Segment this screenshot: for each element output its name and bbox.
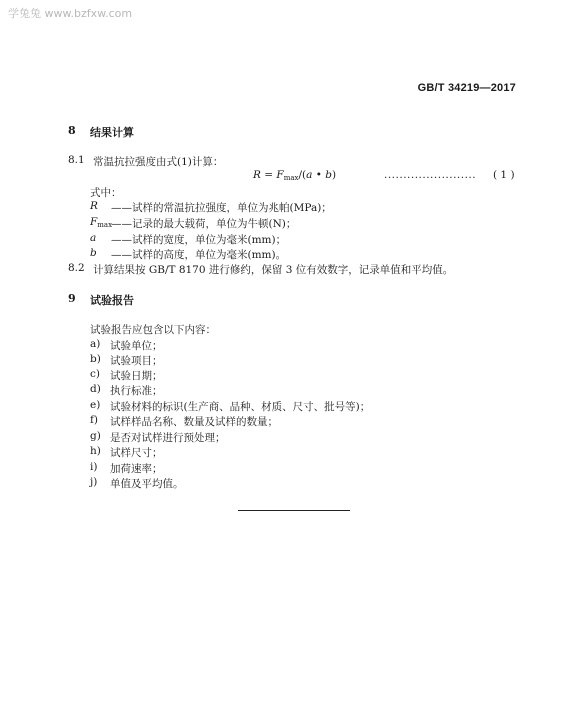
section-9-title: 试验报告 bbox=[90, 294, 134, 307]
definition-fmax bbox=[90, 216, 112, 229]
definition-symbol: b bbox=[90, 247, 97, 259]
list-item: 试验项目； bbox=[110, 355, 163, 367]
list-item: 试验日期； bbox=[110, 370, 163, 382]
list-item-letter: c) bbox=[90, 368, 100, 380]
report-intro: 试验报告应包含以下内容： bbox=[90, 324, 216, 336]
list-item-letter: i) bbox=[90, 461, 98, 473]
list-item-letter: g) bbox=[90, 430, 101, 442]
list-item-letter: j) bbox=[90, 476, 98, 488]
equation-number: ( 1 ) bbox=[493, 169, 515, 181]
list-item-letter: f) bbox=[90, 414, 98, 426]
list-item: 试验单位； bbox=[110, 340, 163, 352]
clause-8-2-text: 计算结果按 GB/T 8170 进行修约，保留 3 位有效数字，记录单值和平均值。 bbox=[93, 264, 454, 276]
clause-8-1-text: 常温抗拉强度由式(1)计算： bbox=[93, 156, 224, 168]
list-item-letter: h) bbox=[90, 445, 101, 457]
formula-close: ) bbox=[331, 169, 337, 181]
formula-dot: • bbox=[312, 169, 326, 181]
definition-symbol: F bbox=[90, 216, 98, 228]
section-8-title: 结果计算 bbox=[90, 126, 134, 139]
clause-8-1-number: 8.1 bbox=[68, 154, 85, 166]
definition-text: ——试样的常温抗拉强度，单位为兆帕(MPa)； bbox=[111, 202, 332, 214]
definition-text: ——记录的最大载荷，单位为牛顿(N)； bbox=[111, 218, 297, 230]
list-item-letter: a) bbox=[90, 338, 101, 350]
formula-leader: ........................ bbox=[384, 169, 477, 181]
list-item: 是否对试样进行预处理； bbox=[110, 432, 226, 444]
section-9-number: 9 bbox=[68, 292, 76, 305]
definition-symbol: a bbox=[90, 232, 97, 244]
list-item: 单值及平均值。 bbox=[110, 478, 184, 490]
definition-text: ——试样的宽度，单位为毫米(mm)； bbox=[111, 234, 287, 246]
formula-f: F bbox=[276, 169, 284, 181]
formula-b: b bbox=[325, 169, 332, 181]
where-label: 式中： bbox=[90, 187, 122, 199]
clause-8-2-number: 8.2 bbox=[68, 262, 85, 274]
list-item: 试样尺寸； bbox=[110, 447, 163, 459]
list-item-letter: d) bbox=[90, 383, 101, 395]
standard-number: GB/T 34219—2017 bbox=[417, 82, 516, 94]
definition-b bbox=[90, 247, 97, 259]
definition-text: ——试样的高度，单位为毫米(mm)。 bbox=[111, 249, 287, 261]
formula-a: a bbox=[306, 169, 313, 181]
list-item: 加荷速率； bbox=[110, 463, 163, 475]
formula-f-subscript: max bbox=[283, 174, 299, 182]
watermark: 学兔兔 www.bzfxw.com bbox=[8, 7, 133, 20]
end-rule bbox=[238, 510, 350, 511]
list-item: 试样样品名称、数量及试样的数量； bbox=[110, 416, 278, 428]
definition-symbol: R bbox=[90, 200, 98, 212]
list-item: 执行标准； bbox=[110, 385, 163, 397]
definition-subscript: max bbox=[97, 221, 113, 229]
definition-r bbox=[90, 200, 98, 212]
list-item-letter: b) bbox=[90, 353, 101, 365]
formula-equals: = bbox=[260, 169, 277, 181]
definition-a bbox=[90, 232, 96, 244]
list-item-letter: e) bbox=[90, 399, 101, 411]
formula bbox=[253, 169, 336, 182]
list-item: 试验材料的标识(生产商、品种、材质、尺寸、批号等)； bbox=[110, 401, 371, 413]
section-8-number: 8 bbox=[68, 124, 76, 137]
formula-open: /( bbox=[298, 169, 307, 181]
formula-lhs: R bbox=[253, 169, 261, 181]
